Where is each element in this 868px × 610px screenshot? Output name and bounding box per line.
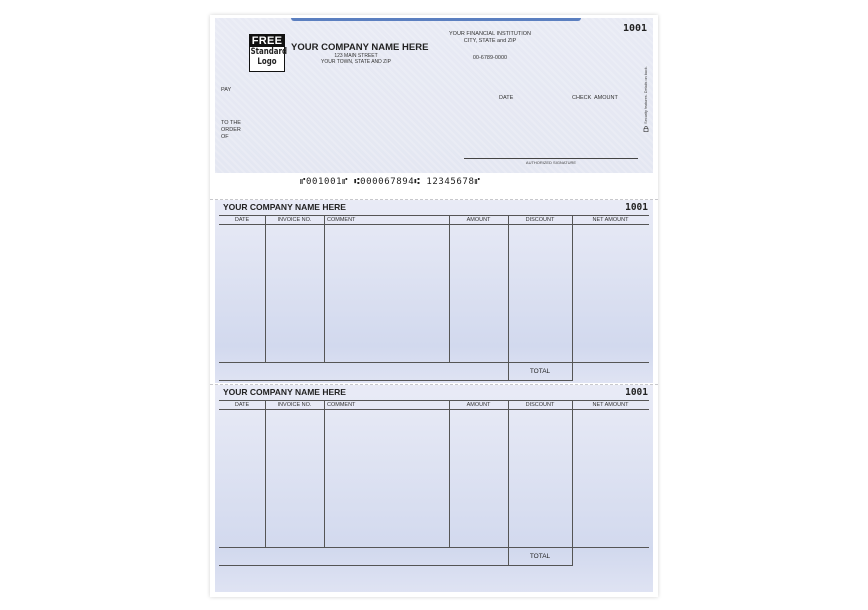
order-label-line-1: TO THE [221,120,241,126]
column-header-amount: AMOUNT [466,402,491,408]
security-text: Security features. Details on back. [644,66,648,124]
pay-label: PAY [221,87,232,93]
security-features-note [641,63,649,133]
total-bottom-line [219,380,573,381]
table-bottom-line [219,362,649,363]
header-top-line [219,215,649,216]
bank-info [440,31,540,45]
micr-line: ⑈001001⑈ ⑆000067894⑆ 12345678⑈ [300,177,481,187]
column-divider [449,215,450,362]
date-label: DATE [499,95,514,101]
stub-check-number: 1001 [625,202,648,213]
column-header-date: DATE [234,217,250,223]
total-bottom-line [219,565,573,566]
routing-fraction: 00-6789-0000 [472,55,508,61]
header-top-line [219,400,649,401]
total-label: TOTAL [529,368,551,375]
column-header-net-amount: NET AMOUNT [592,402,629,408]
check-face [215,18,653,173]
column-divider [449,400,450,547]
column-divider [324,215,325,362]
column-header-date: DATE [234,402,250,408]
check-amount-label: CHECK AMOUNT [572,95,618,101]
column-header-discount: DISCOUNT [525,217,555,223]
column-header-comment: COMMENT [327,402,356,408]
header-bottom-line [219,409,649,410]
company-logo [249,34,288,72]
signature-line [464,158,638,159]
stub-company-name: YOUR COMPANY NAME HERE [223,202,346,212]
voucher-stub-2 [215,385,653,592]
bank-city: CITY, STATE and ZIP [463,38,517,44]
column-divider [508,400,509,565]
check-document [210,15,658,597]
address-line-2: YOUR TOWN, STATE AND ZIP [321,59,391,65]
signature-label: AUTHORIZED SIGNATURE [525,160,577,165]
column-divider [508,215,509,380]
order-label-line-3: OF [221,134,229,140]
column-header-invoice: INVOICE NO. [277,402,312,408]
column-header-net-amount: NET AMOUNT [592,217,629,223]
column-divider [324,400,325,547]
stub-company-name: YOUR COMPANY NAME HERE [223,387,346,397]
column-divider [572,400,573,565]
column-header-invoice: INVOICE NO. [277,217,312,223]
logo-logo-text: Logo [257,57,277,67]
column-divider [265,215,266,362]
check-number: 1001 [623,23,648,34]
table-bottom-line [219,547,649,548]
column-header-discount: DISCOUNT [525,402,555,408]
total-label: TOTAL [529,553,551,560]
logo-free-text: FREE [251,35,283,47]
padlock-icon [643,126,649,132]
column-header-comment: COMMENT [327,217,356,223]
column-divider [572,215,573,380]
stub-check-number: 1001 [625,387,648,398]
voucher-stub-1 [215,200,653,383]
header-bottom-line [219,224,649,225]
pay-to-order-label [221,120,241,141]
company-name: YOUR COMPANY NAME HERE [291,42,429,53]
company-address [291,53,421,65]
order-label-line-2: ORDER [221,127,241,133]
column-divider [265,400,266,547]
accent-bar [291,18,581,21]
address-line-1: 123 MAIN STREET [334,53,378,59]
column-header-amount: AMOUNT [466,217,491,223]
logo-standard-text: Standard [250,47,288,57]
bank-name: YOUR FINANCIAL INSTITUTION [449,31,531,37]
